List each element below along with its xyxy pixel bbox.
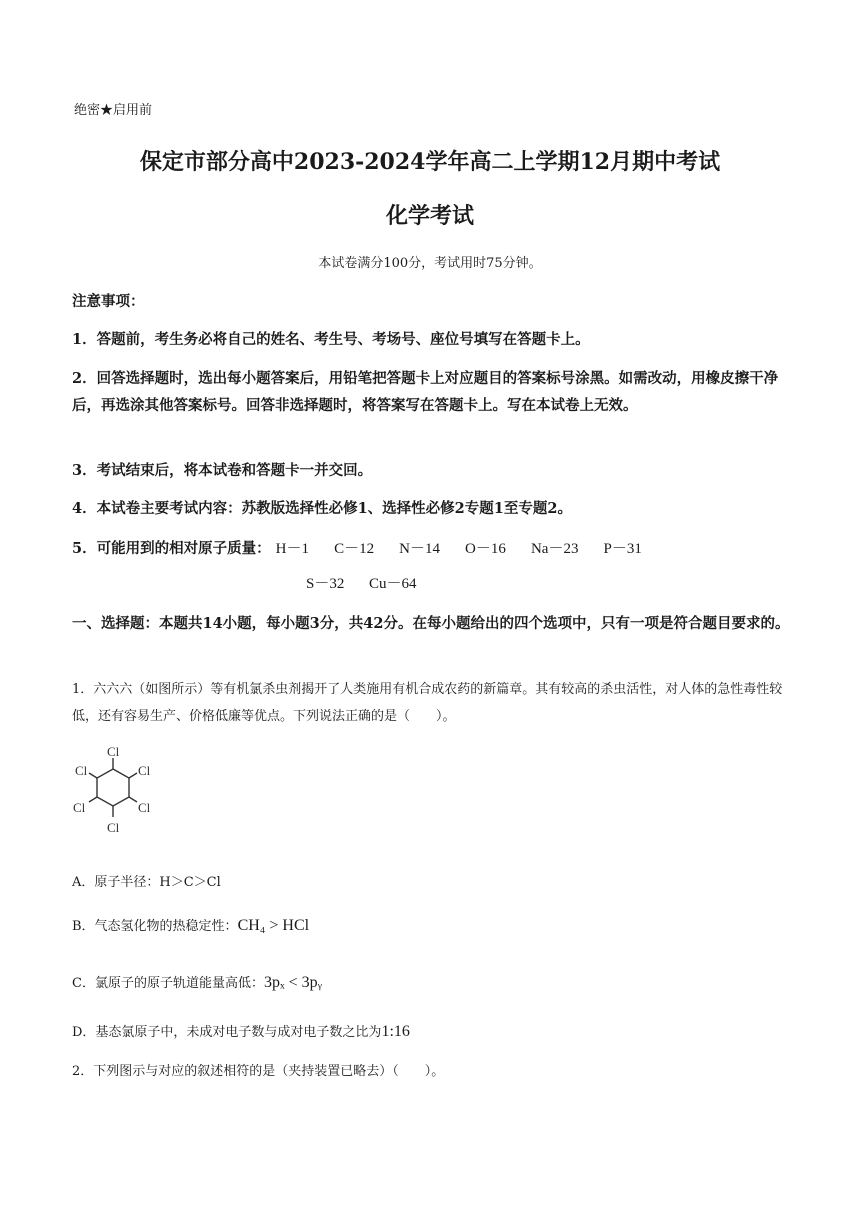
- note-item-1: 1．答题前，考生务必将自己的姓名、考生号、考场号、座位号填写在答题卡上。: [72, 331, 590, 348]
- chlorine-label: Cl: [75, 763, 88, 778]
- hexachlorocyclohexane-structure: [68, 742, 158, 842]
- exam-info: 本试卷满分100分，考试用时75分钟。: [318, 256, 542, 271]
- section-heading: 一、选择题：本题共14小题，每小题3分，共42分。在每小题给出的四个选项中，只有一项是符合题目要求的。: [72, 615, 790, 632]
- option-d-formula: 1:16: [381, 1023, 410, 1040]
- note-item-2: 2．回答选择题时，选出每小题答案后，用铅笔把答题卡上对应题目的答案标号涂黑。如需改动，用橡皮擦干净后，再选涂其他答案标号。回答非选择题时，将答案写在答题卡上。写在本试卷上无效。: [72, 370, 779, 414]
- chlorine-label: Cl: [73, 800, 86, 815]
- chlorine-label: Cl: [138, 763, 151, 778]
- chlorine-label: Cl: [107, 744, 120, 759]
- atomic-mass: Na－23: [530, 541, 579, 557]
- atomic-mass: H－1: [275, 541, 309, 557]
- atomic-mass: N－14: [399, 541, 440, 557]
- option-d: [72, 1021, 410, 1041]
- option-d-text: D．基态氯原子中，未成对电子数与成对电子数之比为: [72, 1025, 382, 1040]
- exam-title: 保定市部分高中2023-2024学年高二上学期12月期中考试: [139, 149, 721, 175]
- atomic-mass: S－32: [306, 576, 345, 592]
- option-b: [72, 915, 309, 935]
- option-b-formula: CH₄ > HCl: [237, 917, 310, 934]
- atomic-mass: C－12: [334, 541, 375, 557]
- secret-label: 绝密★启用前: [74, 103, 153, 118]
- note-item-5-continued: [306, 572, 436, 593]
- option-a: A．原子半径：H＞C＞Cl: [72, 875, 221, 890]
- option-b-text: B．气态氢化物的热稳定性：: [72, 919, 238, 934]
- note-item-4: 4．本试卷主要考试内容：苏教版选择性必修1、选择性必修2专题1至专题2。: [72, 500, 572, 517]
- question-1-stem: 1．六六六（如图所示）等有机氯杀虫剂揭开了人类施用有机合成农药的新篇章。其有较高的杀虫活性，对人体的急性毒性较低，还有容易生产、价格低廉等优点。下列说法正确的是（ ）。: [72, 682, 783, 724]
- notes-heading: 注意事项：: [72, 293, 145, 310]
- chlorine-label: Cl: [107, 820, 120, 835]
- note-item-5: [72, 535, 792, 563]
- option-c-formula: 3pₓ < 3pᵧ: [263, 974, 322, 991]
- atomic-mass: O－16: [465, 541, 506, 557]
- chlorine-label: Cl: [138, 800, 151, 815]
- atomic-mass: Cu－64: [368, 576, 417, 592]
- atomic-mass: P－31: [603, 541, 642, 557]
- note-item-3: 3．考试结束后，将本试卷和答题卡一并交回。: [72, 462, 373, 479]
- exam-subject: 化学考试: [385, 203, 474, 229]
- note-item-5-label: 5．可能用到的相对原子质量：: [72, 540, 271, 557]
- option-c: [72, 972, 322, 992]
- question-2-stem: 2．下列图示与对应的叙述相符的是（夹持装置已略去）（ ）。: [72, 1064, 445, 1079]
- option-c-text: C．氯原子的原子轨道能量高低：: [72, 976, 264, 991]
